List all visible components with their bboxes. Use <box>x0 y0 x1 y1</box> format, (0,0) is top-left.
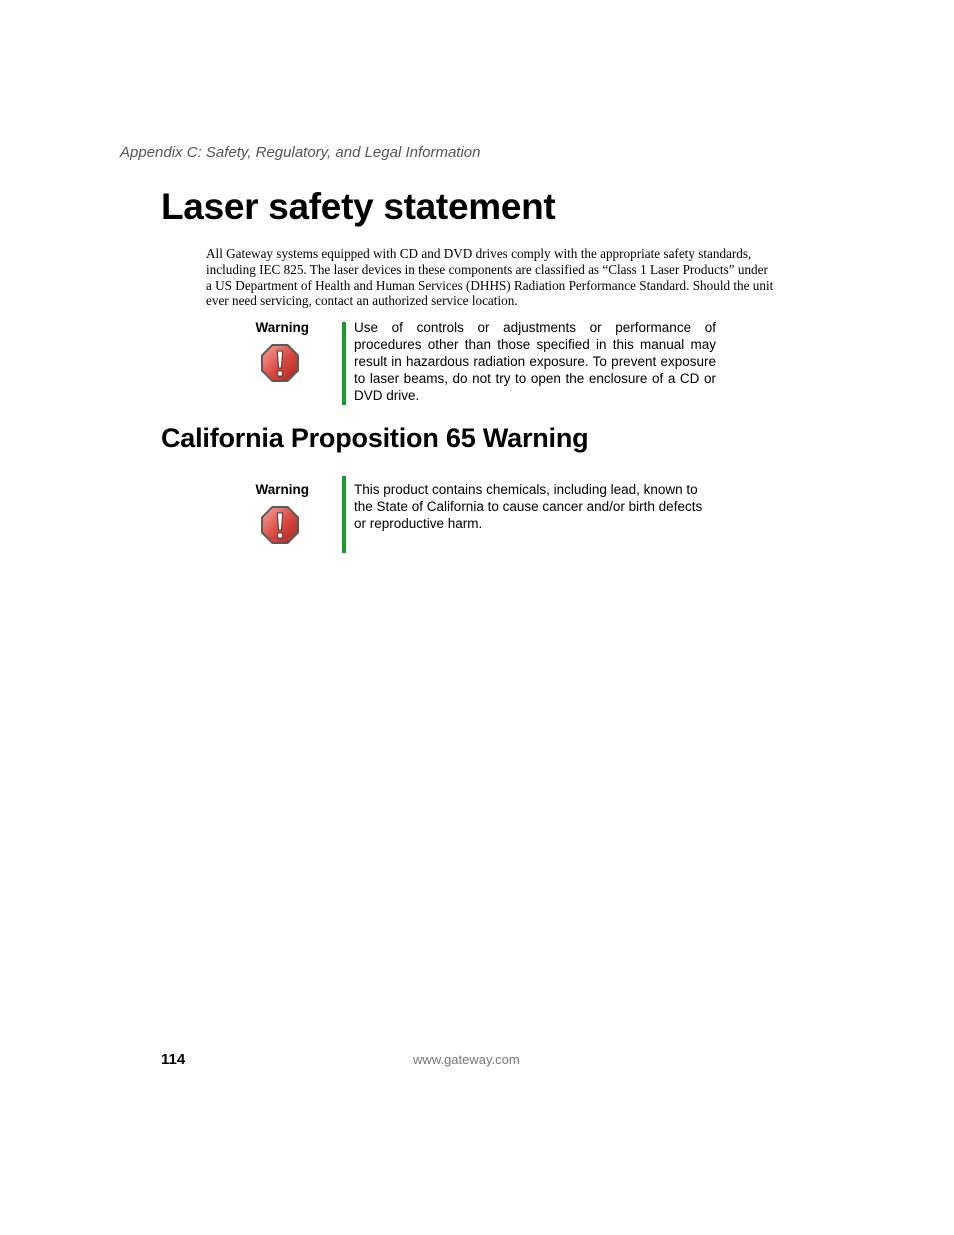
page-title: Laser safety statement <box>161 186 556 227</box>
laser-intro-paragraph: All Gateway systems equipped with CD and DVD drives comply with the appropriate safety standards, including IEC 825. The laser devices in these components are classified as “Class 1 Laser Products” under a US Department of Health and Human Services (DHHS) Radiation Performance Standard. Should the unit ever need servicing, contact an authorized service location. <box>206 246 774 309</box>
warning-label: Warning <box>255 482 309 497</box>
footer-url[interactable]: www.gateway.com <box>413 1052 520 1067</box>
page-number: 114 <box>161 1051 186 1068</box>
warning-bar <box>342 322 346 405</box>
warning-label: Warning <box>255 320 309 335</box>
laser-warning-text: Use of controls or adjustments or performance of procedures other than those specified in this manual may result in hazardous radiation exposure. To prevent exposure to laser beams, do not try to open the enclosure of a CD or DVD drive. <box>354 320 716 403</box>
prop65-warning-text: This product contains chemicals, including lead, known to the State of California to cause cancer and/or birth defects or reproductive harm. <box>354 482 703 531</box>
warning-octagon-icon <box>259 504 301 546</box>
running-header: Appendix C: Safety, Regulatory, and Legal Information <box>120 144 481 161</box>
section-title: California Proposition 65 Warning <box>161 423 589 453</box>
warning-octagon-icon <box>259 342 301 384</box>
warning-bar <box>342 476 346 553</box>
